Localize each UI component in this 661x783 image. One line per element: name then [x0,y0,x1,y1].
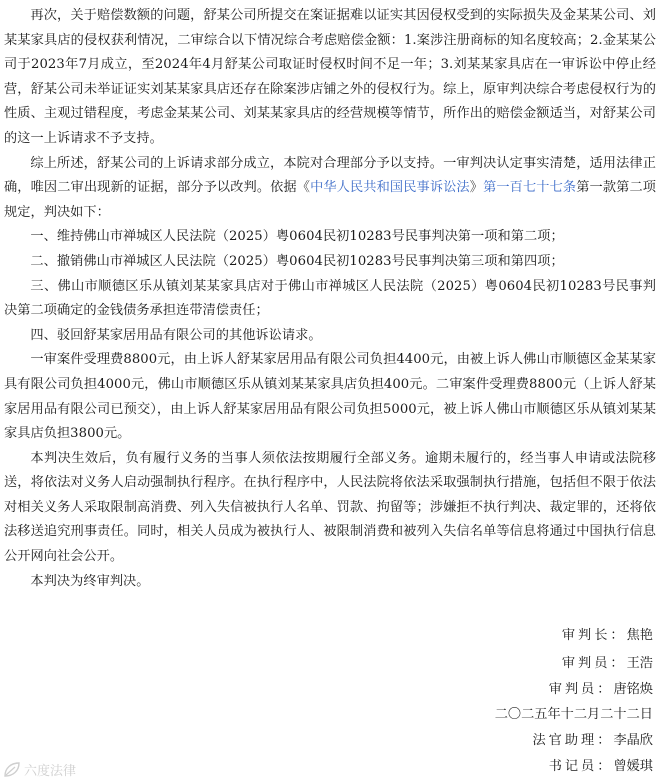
signature-name: 李晶欣 [613,733,653,748]
conclusion-text-before: 综上所述，舒某公司的上诉请求部分成立，本院对合理部分予以支持。一审判决认定事实清楚，适用法律正确，唯因二审出现新的证据，部分予以改判。依据《 [4,155,656,196]
watermark-text: 六度法律 [24,764,77,779]
paragraph-compensation: 再次，关于赔偿数额的问题，舒某公司所提交在案证据难以证实其因侵权受到的实际损失及金某某公司、刘某某家具店的侵权获利情况，二审综合以下情况综合考虑赔偿金额：1.案涉注册商标的知名度较高；2.金某某公司于2023年7月成立，至2024年4月舒某公司取证时侵权时间不足一年；3.刘某某家具店在一审诉讼中停止经营，舒某公司未举证证实刘某某家具店还存在除案涉店铺之外的侵权行为。综上，原审判决综合考虑侵权行为的性质、主观过错程度，考虑金某某公司、刘某某家具店的经营规模等情节，所作出的赔偿金额适当，对舒某公司的这一上诉请求不予支持。 [4,8,656,146]
signature-role: 审判长： [561,628,627,643]
signature-role: 书记员： [548,759,614,774]
signature-judge-1 [562,652,653,676]
judgment-date [495,703,653,727]
signature-name: 二〇二五年十二月二十二日 [494,707,653,722]
watermark [2,760,76,779]
signature-chief-judge [562,624,653,648]
conclusion-text-after: 第一款第二项规定，判决如下： [4,180,656,220]
leaf-logo-icon [2,761,22,779]
civil-procedure-law-link[interactable]: 中华人民共和国民事诉讼法 [310,180,470,196]
ruling-item-1: 一、维持佛山市禅城区人民法院（2025）粤0604民初10283号民事判决第一项和第二项； [30,229,564,245]
ruling-item-4: 四、驳回舒某家居用品有限公司的其他诉讼请求。 [30,327,322,343]
conclusion-text-middle: 》 [469,180,484,196]
signature-name: 曾媛琪 [613,759,653,774]
signature-judge-assistant [533,729,654,753]
ruling-item-3: 三、佛山市顺德区乐从镇刘某某家具店对于佛山市禅城区人民法院（2025）粤0604民初10283号民事判决第二项确定的金钱债务承担连带清偿责任； [4,278,656,319]
signature-role: 法官助理： [532,733,614,748]
signature-judge-2 [549,678,653,702]
paragraph-final-judgment: 本判决为终审判决。 [30,573,150,589]
paragraph-enforcement: 本判决生效后，负有履行义务的当事人须依法按期履行全部义务。逾期未履行的，经当事人申请或法院移送，将依法对义务人启动强制执行程序。在执行程序中，人民法院将依法采取强制执行措施，包括但不限于依法对相关义务人采取限制高消费、列入失信被执行人名单、罚款、拘留等；涉嫌拒不执行判决、裁定罪的，还将依法移送追究刑事责任。同时，相关人员成为被执行人、被限制消费和被列入失信名单等信息将通过中国执行信息公开网向社会公开。 [4,450,656,565]
ruling-item-2: 二、撤销佛山市禅城区人民法院（2025）粤0604民初10283号民事判决第三项和第四项； [30,253,564,269]
judgment-document [4,4,656,594]
signature-name: 唐铭焕 [613,682,653,697]
article-177-link[interactable]: 第一百七十七条 [483,180,577,196]
signature-role: 审判员： [561,656,627,671]
signature-clerk [549,755,653,779]
signature-name: 王浩 [626,656,653,671]
signature-name: 焦艳 [626,628,653,643]
paragraph-court-fees: 一审案件受理费8800元，由上诉人舒某家居用品有限公司负担4400元，由被上诉人佛山市顺德区金某某家具有限公司负担4000元，佛山市顺德区乐从镇刘某某家具店负担400元。二审案件受理费8800元（上诉人舒某家居用品有限公司已预交），由上诉人舒某家居用品有限公司负担5000元，被上诉人佛山市顺德区乐从镇刘某某家具店负担3800元。 [4,352,656,442]
paragraph-conclusion [4,152,656,226]
signature-role: 审判员： [548,682,614,697]
